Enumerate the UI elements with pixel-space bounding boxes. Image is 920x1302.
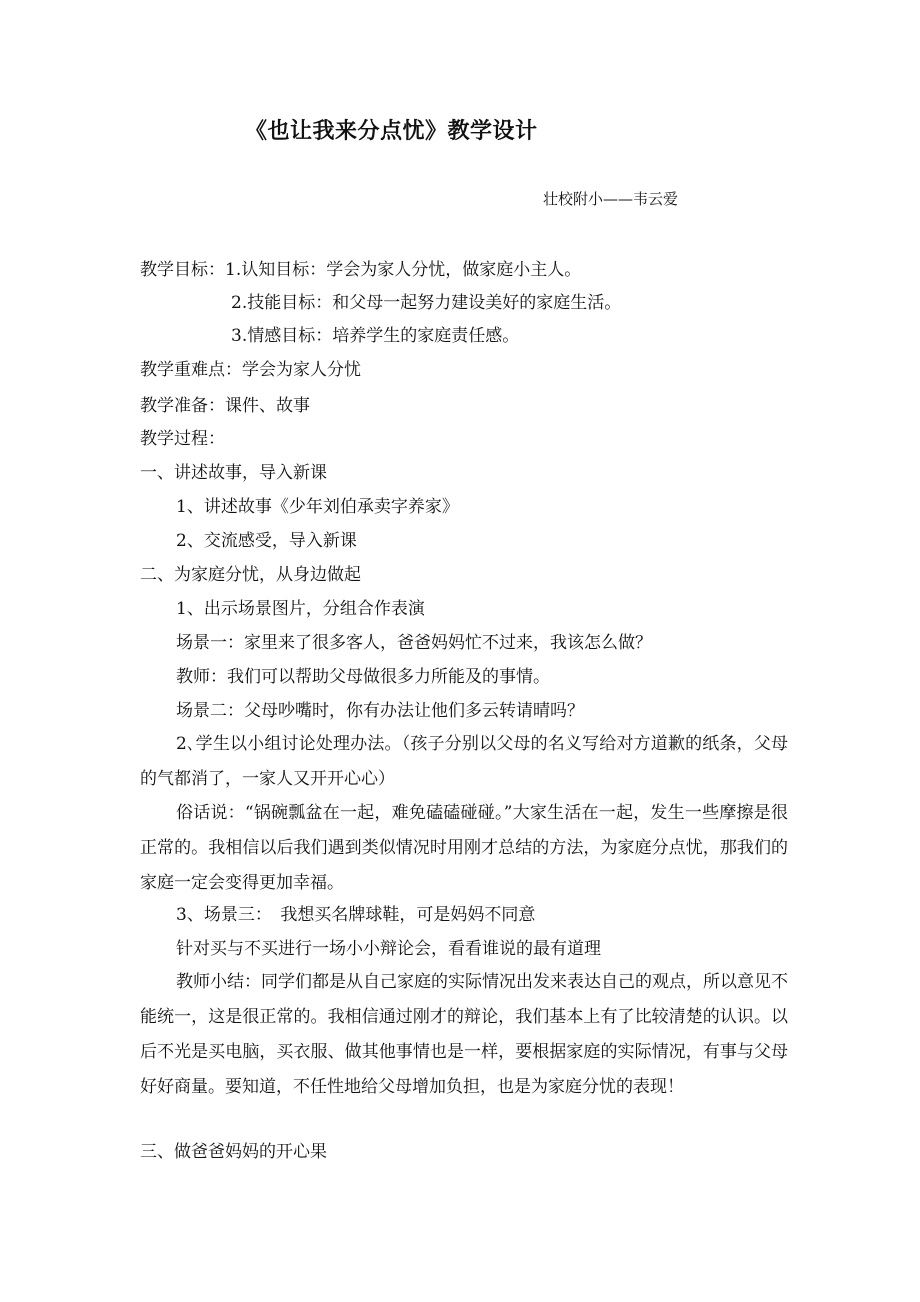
section2-item-1: 1、出示场景图片，分组合作表演 [176, 599, 425, 619]
teacher-summary: 教师小结：同学们都是从自己家庭的实际情况出发来表达自己的观点，所以意见不能统一，这是很正常的。我相信通过刚才的辩论，我们基本上有了比较清楚的认识。以后不光是买电脑，买衣服、做其他事情也是一样，要根据家庭的实际情况，有事与父母好好商量。要知道，不任性地给父母增加负担，也是为家庭分忧的表现！ [140, 972, 788, 1097]
scene-2: 场景二：父母吵嘴时，你有办法让他们多云转请晴吗？ [176, 701, 584, 721]
section3-heading: 三、做爸爸妈妈的开心果 [140, 1142, 327, 1162]
proverb-paragraph: 俗话说：“锅碗瓢盆在一起，难免磕磕碰碰。”大家生活在一起，发生一些摩擦是很正常的。我相信以后我们遇到类似情况时用刚才总结的方法，为家庭分点忧，那我们的家庭一定会变得更加幸福。 [140, 803, 788, 893]
scene-3: 3、场景三： 我想买名牌球鞋，可是妈妈不同意 [176, 905, 536, 925]
debate-line: 针对买与不买进行一场小小辩论会，看看谁说的最有道理 [176, 939, 601, 959]
section1-item-1: 1、讲述故事《少年刘伯承卖字养家》 [176, 497, 459, 517]
goals-line: 教学目标：1.认知目标：学会为家人分忧，做家庭小主人。 [140, 260, 582, 280]
process-label: 教学过程： [140, 429, 225, 449]
scene-1: 场景一：家里来了很多客人，爸爸妈妈忙不过来，我该怎么做？ [176, 633, 652, 653]
goal-item-3: 3.情感目标：培养学生的家庭责任感。 [231, 326, 520, 346]
goal-item-2: 2.技能目标：和父母一起努力建设美好的家庭生活。 [231, 293, 622, 313]
key-points: 教学重难点：学会为家人分忧 [140, 360, 361, 380]
section2-item-2: 2､学生以小组讨论处理办法。（孩子分别以父母的名义写给对方道歉的纸条，父母的气都消了，一家人又开开心心） [140, 734, 788, 789]
document-author: 壮校附小——韦云爱 [543, 190, 679, 208]
section2-heading: 二、为家庭分忧，从身边做起 [140, 565, 361, 585]
teacher-line: 教师：我们可以帮助父母做很多力所能及的事情。 [176, 667, 550, 687]
document-title: 《也让我来分点忧》教学设计 [245, 118, 538, 144]
section1-item-2: 2、交流感受，导入新课 [176, 531, 357, 551]
section1-heading: 一、讲述故事，导入新课 [140, 463, 327, 483]
preparation: 教学准备：课件、故事 [140, 396, 310, 416]
